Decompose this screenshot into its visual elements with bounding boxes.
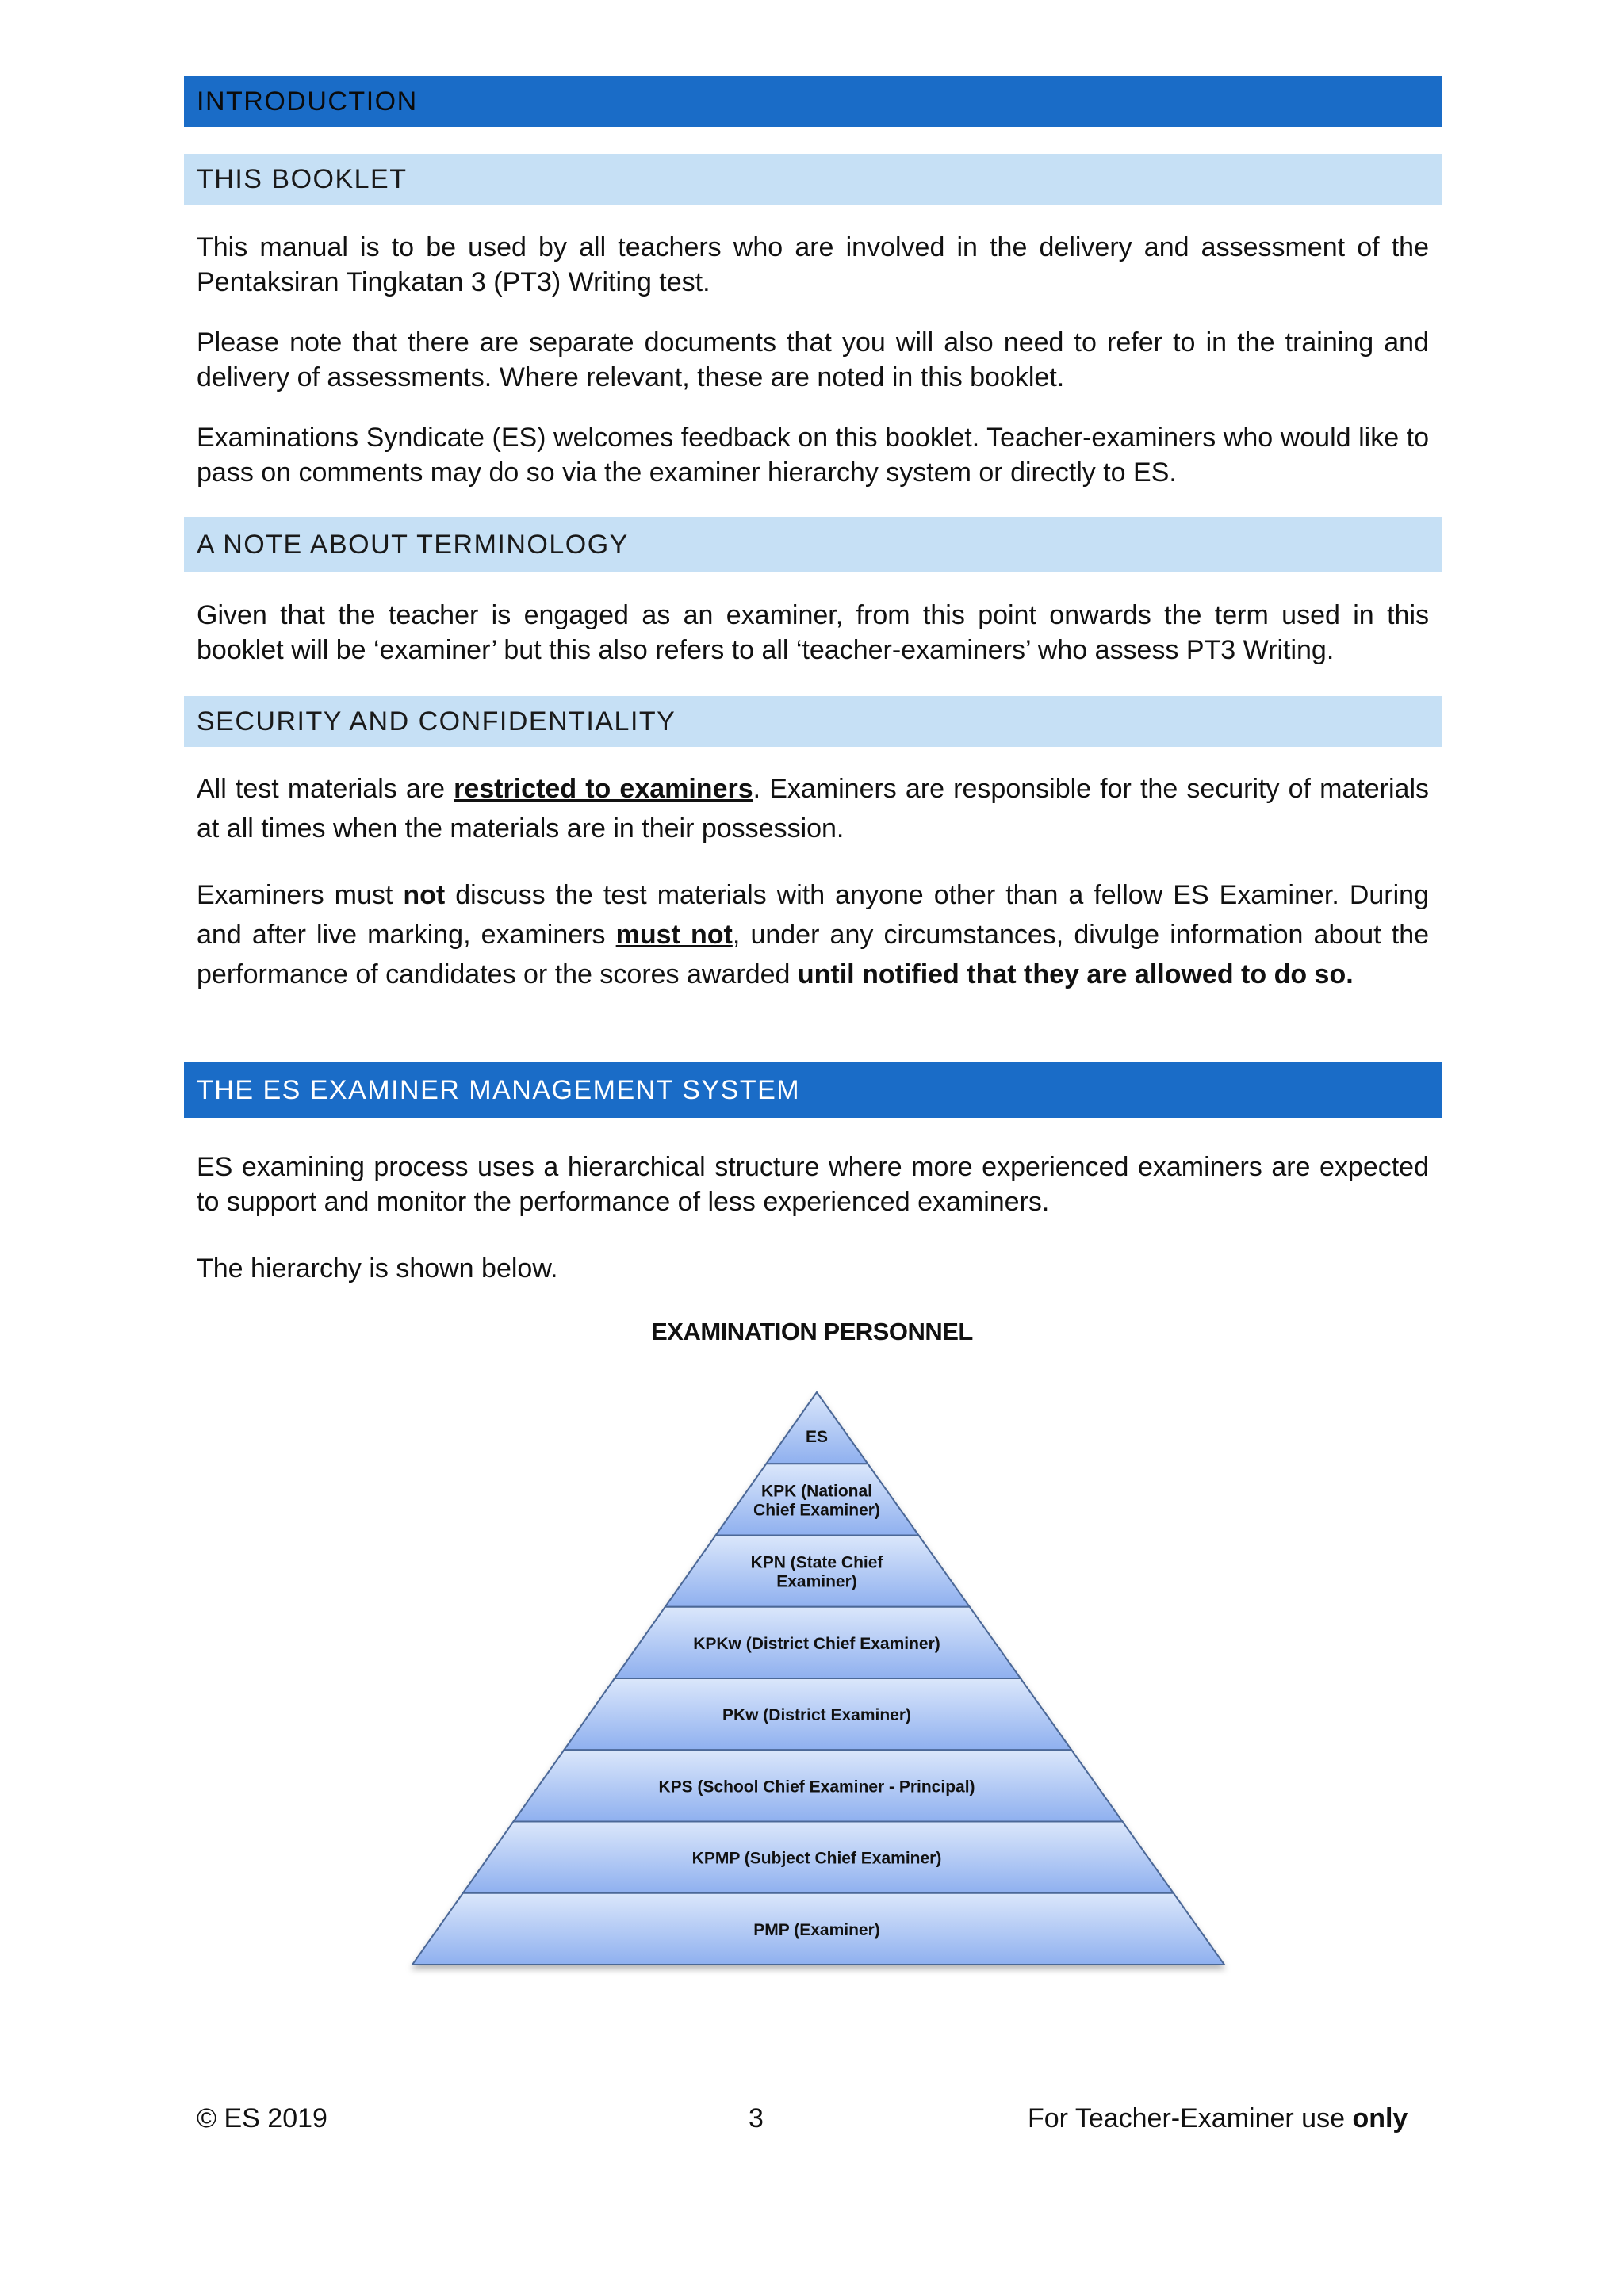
diagram-title: EXAMINATION PERSONNEL <box>651 1318 973 1345</box>
pyramid-tier-label: PKw (District Examiner) <box>722 1706 912 1725</box>
booklet-paragraph-3: Examinations Syndicate (ES) welcomes feedback on this booklet. Teacher-examiners who would like to pass on comments may do so via the examiner hierarchy system or directly to ES. <box>197 423 1429 488</box>
management-paragraph-1: ES examining process uses a hierarchical structure where more experienced examiners are expected to support and monitor the performance of less experienced examiners. <box>197 1152 1429 1217</box>
pyramid-tier-label: KPMP (Subject Chief Examiner) <box>691 1849 942 1868</box>
text-run: discuss the test materials with anyone other than a fellow ES Examiner. During and after live marking, examiners <box>197 880 1429 950</box>
pyramid-tier-label: Chief Examiner) <box>753 1501 880 1520</box>
text-run: , under any circumstances, divulge information about the performance of candidates or the scores awarded <box>197 920 1430 989</box>
text-run: . Examiners are responsible for the security of materials at all times when the materials are in their possession. <box>197 774 1429 844</box>
terminology-paragraph: Given that the teacher is engaged as an examiner, from this point onwards the term used in this booklet will be ‘examiner’ but this also refers to all ‘teacher-examiners’ who assess PT3 Writing. <box>197 600 1429 665</box>
booklet-paragraph-2: Please note that there are separate documents that you will also need to refer to in the training and delivery of assessments. Where relevant, these are noted in this booklet. <box>197 327 1429 392</box>
text-run: Examiners must <box>197 880 404 910</box>
booklet-paragraph-1: This manual is to be used by all teachers who are involved in the delivery and assessment of the Pentaksiran Tingkatan 3 (PT3) Writing test. <box>197 232 1429 297</box>
emphasis-must-not: must not <box>615 920 733 950</box>
pyramid-tier-label: Examiner) <box>776 1572 857 1591</box>
section-title: INTRODUCTION <box>197 86 418 117</box>
pyramid-tier-label: PMP (Examiner) <box>753 1920 880 1939</box>
text-run: All test materials are <box>197 774 454 804</box>
footer-copyright: © ES 2019 <box>197 2103 327 2133</box>
pyramid-tier-label: KPS (School Chief Examiner - Principal) <box>658 1777 975 1797</box>
pyramid-tier-label: ES <box>805 1428 829 1447</box>
emphasis-restricted: restricted to examiners <box>454 774 753 804</box>
text-run: For Teacher-Examiner use <box>1028 2103 1353 2133</box>
emphasis-until-notified: until notified that they are allowed to do so. <box>797 959 1354 989</box>
pyramid-tier-label: KPKw (District Chief Examiner) <box>693 1634 940 1653</box>
section-title: SECURITY AND CONFIDENTIALITY <box>197 706 676 737</box>
section-title: THE ES EXAMINER MANAGEMENT SYSTEM <box>197 1074 801 1105</box>
footer-usage-note <box>1028 2103 1408 2134</box>
pyramid-tier-label: KPN (State Chief <box>750 1553 883 1572</box>
management-paragraph-2: The hierarchy is shown below. <box>197 1253 558 1284</box>
emphasis-not: not <box>403 880 446 910</box>
section-title: A NOTE ABOUT TERMINOLOGY <box>197 529 629 560</box>
pyramid-tier-label: KPK (National <box>760 1482 873 1501</box>
section-title: THIS BOOKLET <box>197 163 408 194</box>
emphasis-only: only <box>1352 2103 1408 2133</box>
footer-page-number: 3 <box>749 2103 764 2133</box>
